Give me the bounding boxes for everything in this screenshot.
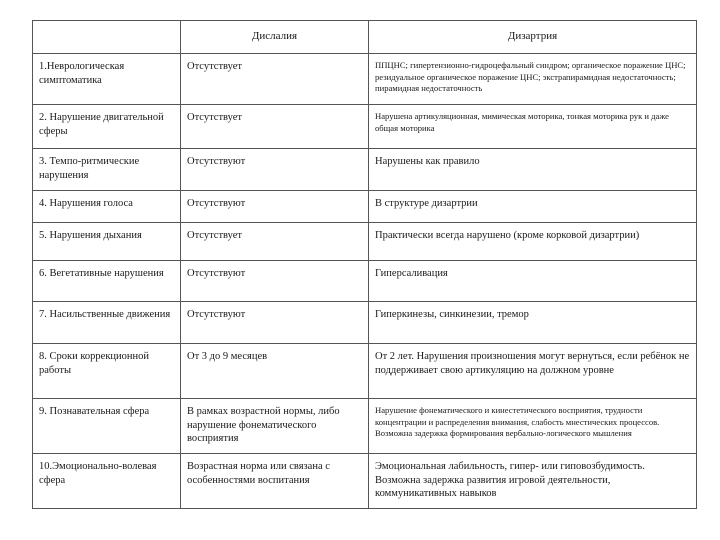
table-row: [33, 454, 697, 509]
table-row: [33, 261, 697, 302]
row-dyslalia: Отсутствуют: [181, 261, 369, 302]
row-dyslalia: От 3 до 9 месяцев: [181, 344, 369, 399]
row-dyslalia: Отсутствует: [181, 223, 369, 261]
table-row: [33, 344, 697, 399]
row-dyslalia: Отсутствует: [181, 54, 369, 105]
row-dyslalia: Возрастная норма или связана с особенностями воспитания: [181, 454, 369, 509]
row-category: 4. Нарушения голоса: [33, 191, 181, 223]
row-category: 1.Неврологическая симптоматика: [33, 54, 181, 105]
row-category: 3. Темпо-ритмические нарушения: [33, 149, 181, 191]
row-category: 2. Нарушение двигательной сферы: [33, 105, 181, 149]
row-dysarthria: Гиперкинезы, синкинезии, тремор: [369, 302, 697, 344]
row-dyslalia: Отсутствуют: [181, 191, 369, 223]
comparison-table: [32, 20, 697, 509]
row-dysarthria: От 2 лет. Нарушения произношения могут вернуться, если ребёнок не поддерживает свою артикуляцию на должном уровне: [369, 344, 697, 399]
table-row: [33, 223, 697, 261]
table-row: [33, 191, 697, 223]
row-category: 9. Познавательная сфера: [33, 399, 181, 454]
table-row: [33, 105, 697, 149]
row-dyslalia: В рамках возрастной нормы, либо нарушение фонематического восприятия: [181, 399, 369, 454]
row-category: 6. Вегетативные нарушения: [33, 261, 181, 302]
table-row: [33, 399, 697, 454]
table-row: [33, 54, 697, 105]
row-dysarthria: Эмоциональная лабильность, гипер- или гиповозбудимость. Возможна задержка развития игровой деятельности, коммуникативных навыков: [369, 454, 697, 509]
row-category: 7. Насильственные движения: [33, 302, 181, 344]
row-category: 5. Нарушения дыхания: [33, 223, 181, 261]
row-dysarthria: Нарушена артикуляционная, мимическая моторика, тонкая моторика рук и даже общая моторика: [369, 105, 697, 149]
header-corner-cell: [33, 21, 181, 54]
row-dysarthria: ППЦНС; гипертензионно-гидроцефальный синдром; органическое поражение ЦНС; резидуальное органическое поражение ЦНС; экстрапирамидная недостаточность; пирамидная недостаточность: [369, 54, 697, 105]
header-dyslalia: Дислалия: [181, 21, 369, 54]
row-dyslalia: Отсутствуют: [181, 149, 369, 191]
row-category: 10.Эмоционально-волевая сфера: [33, 454, 181, 509]
row-dysarthria: В структуре дизартрии: [369, 191, 697, 223]
row-dysarthria: Практически всегда нарушено (кроме корковой дизартрии): [369, 223, 697, 261]
row-dysarthria: Гиперсаливация: [369, 261, 697, 302]
row-dyslalia: Отсутствуют: [181, 302, 369, 344]
row-dysarthria: Нарушены как правило: [369, 149, 697, 191]
table-row: [33, 149, 697, 191]
row-category: 8. Сроки коррекционной работы: [33, 344, 181, 399]
table-header-row: [33, 21, 697, 54]
table-row: [33, 302, 697, 344]
row-dysarthria: Нарушение фонематического и кинестетического восприятия, трудности концентрации и распределения внимания, слабость мнестических процессов. Возможна задержка формирования вербально-логического мышления: [369, 399, 697, 454]
row-dyslalia: Отсутствует: [181, 105, 369, 149]
header-dysarthria: Дизартрия: [369, 21, 697, 54]
